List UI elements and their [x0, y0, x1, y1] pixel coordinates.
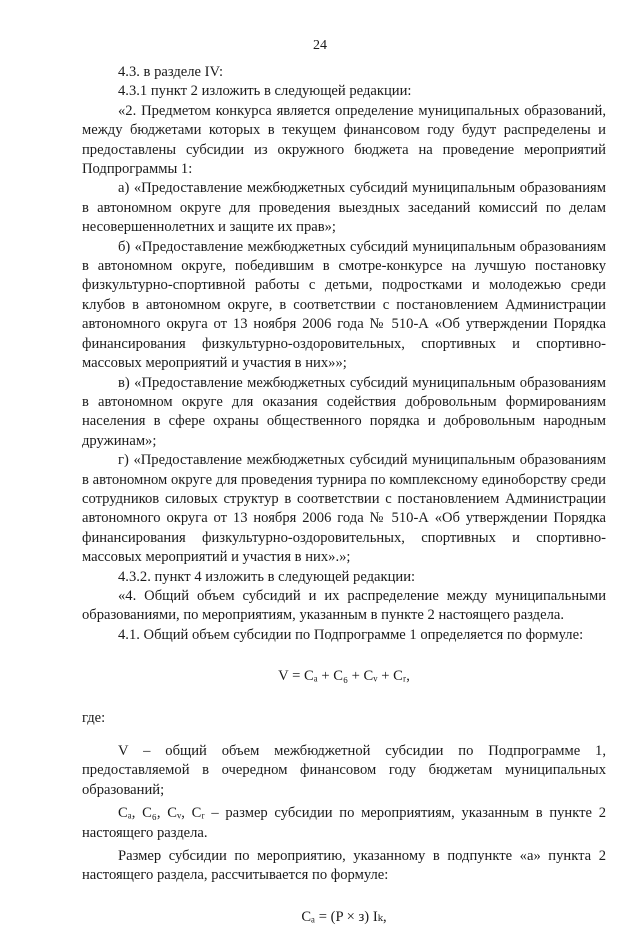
paragraph-total-volume: «4. Общий объем субсидий и их распределение между муниципальными образованиями, по мероприятиям, указанным в пункте 2 настоящего раздела.	[82, 587, 606, 624]
paragraph-item-b: б) «Предоставление межбюджетных субсидий муниципальным образованиям в автономном округе, победившим в смотре-конкурсе на лучшую постановку физкультурно-спортивной работы с детьми, подростками и молодежью среди клубов в автономном округе, в соответствии с постановлением Администрации автономного округа от 13 ноября 2006 года № 510-А «Об утверждении Порядка финансирования физкультурно-оздоровительных, спортивных и спортивно-массовых мероприятий и участия в них»»;	[82, 238, 606, 372]
paragraph-c-definition: Cₐ, C₆, Cᵥ, Cᵣ – размер субсидии по мероприятиям, указанным в пункте 2 настоящего раздела.	[82, 805, 606, 841]
paragraph-item-4-3-1: 4.3.1 пункт 2 изложить в следующей редакции:	[118, 83, 412, 100]
formula-total: V = Cₐ + C₆ + Cᵥ + Cᵣ,	[278, 668, 410, 685]
paragraph-competition-subject: «2. Предметом конкурса является определение муниципальных образований, между бюджетами которых в текущем финансовом году будут распределены и предоставлены субсидии из окружного бюджета на проведение мероприятий Подпрограммы 1:	[82, 102, 606, 178]
paragraph-v-definition: V – общий объем межбюджетной субсидии по Подпрограмме 1, предоставляемой в очередном финансовом году бюджетам муниципальных образований;	[82, 743, 606, 798]
paragraph-formula-intro: 4.1. Общий объем субсидии по Подпрограмме 1 определяется по формуле:	[118, 626, 584, 643]
paragraph-section-heading: 4.3. в разделе IV:	[118, 64, 224, 80]
page-number: 24	[313, 38, 327, 53]
paragraph-where: где:	[82, 709, 106, 726]
document-body	[82, 63, 606, 927]
paragraph-item-a: а) «Предоставление межбюджетных субсидий муниципальным образованиям в автономном округе для проведения выездных заседаний комиссий по делам несовершеннолетних и защите их прав»;	[82, 180, 606, 236]
paragraph-subsidy-a-intro: Размер субсидии по мероприятию, указанному в подпункте «а» пункта 2 настоящего раздела, рассчитывается по формуле:	[82, 848, 606, 884]
paragraph-item-g: г) «Предоставление межбюджетных субсидий муниципальным образованиям в автономном округе для проведения турнира по комплексному единоборству среди сотрудников силовых структур в соответствии с постановлением Администрации автономного округа от 13 ноября 2006 года № 510-А «Об утверждении Порядка финансирования физкультурно-оздоровительных, спортивных и спортивно-массовых мероприятий и участия в них».»;	[82, 452, 606, 566]
paragraph-item-v: в) «Предоставление межбюджетных субсидий муниципальным образованиям в автономном округе для оказания содействия добровольным формированиям населения в сфере охраны общественного порядка и добровольным народным дружинам»;	[82, 374, 606, 449]
paragraph-item-4-3-2: 4.3.2. пункт 4 изложить в следующей редакции:	[118, 568, 416, 585]
formula-subsidy-a: Cₐ = (P × з) Iₖ,	[301, 908, 387, 925]
